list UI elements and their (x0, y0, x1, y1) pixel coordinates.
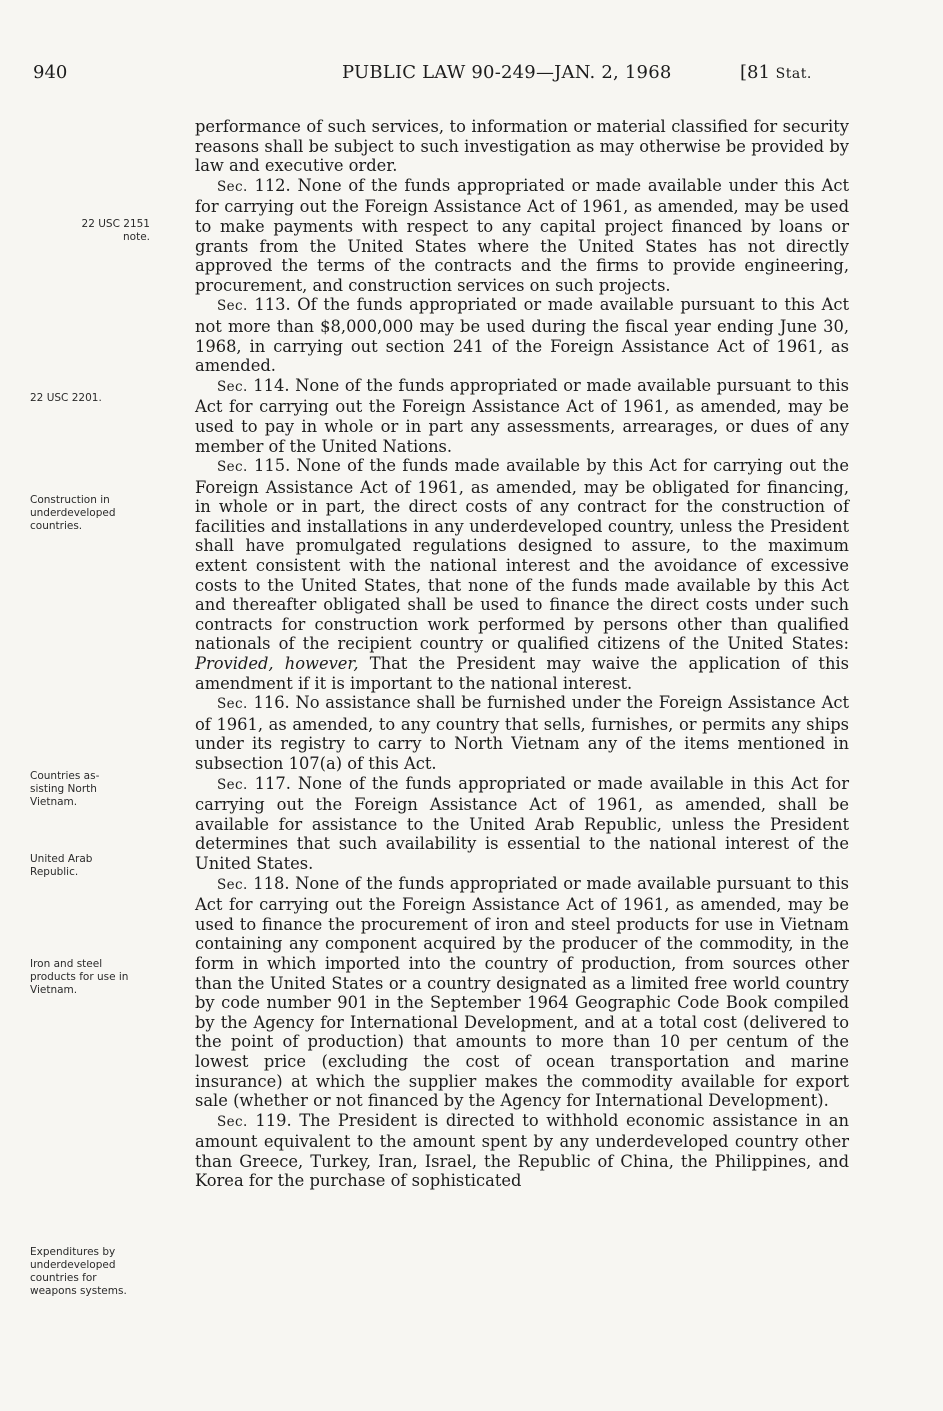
section-115 (195, 456, 849, 693)
section-label: Sec. (217, 378, 248, 395)
section-118 (195, 874, 849, 1111)
section-label: Sec. (217, 1113, 248, 1130)
section-114 (195, 376, 849, 456)
margin-note-iron-steel: Iron and steel products for use in Vietnam. (30, 958, 129, 996)
section-116 (195, 693, 849, 773)
section-label: Sec. (217, 178, 248, 195)
section-text: 117. None of the funds appropriated or made available in this Act for carrying out the Foreign Assistance Act of 1961, as amended, shall be available for assistance to the United Arab Republic, unless the President determines that such availability is essential to the national interest of the United States. (195, 773, 849, 873)
margin-note-22-usc-2201: 22 USC 2201. (30, 392, 102, 404)
running-title: PUBLIC LAW 90-249—JAN. 2, 1968 (342, 62, 672, 83)
margin-note-united-arab-republic: United Arab Republic. (30, 853, 93, 878)
section-text: 114. None of the funds appropriated or made available pursuant to this Act for carrying out the Foreign Assistance Act of 1961, as amended, may be used to pay in whole or in part any assessments, arrearages, or dues of any member of the United Nations. (195, 375, 849, 456)
section-112 (195, 176, 849, 296)
section-117 (195, 774, 849, 874)
page-number: 940 (33, 62, 68, 83)
body-text (195, 117, 849, 1191)
section-text: 118. None of the funds appropriated or made available pursuant to this Act for carrying out the Foreign Assistance Act of 1961, as amended, may be used to finance the procurement of iron and steel products for use in Vietnam containing any component acquired by the producer of the commodity, in the form in which imported into the country of production, from sources other than the United States or a country designated as a limited free world country by code number 901 in the September 1964 Geographic Code Book compiled by the Agency for International Development, and at a total cost (delivered to the point of production) that amounts to more than 10 per centum of the lowest price (excluding the cost of ocean transportation and marine insurance) at which the supplier makes the commodity available for export sale (whether or not financed by the Agency for International Development). (195, 873, 849, 1111)
section-label: Sec. (217, 459, 248, 476)
margin-note-weapons-systems: Expenditures by underdeveloped countries for weapons systems. (30, 1246, 127, 1297)
section-text-continued: That the President may waive the application of this amendment if it is important to the national interest. (195, 654, 849, 693)
paragraph-continuation: performance of such services, to information or material classified for security reasons shall be subject to such investigation as may otherwise be provided by law and executive order. (195, 117, 849, 176)
section-text: 115. None of the funds made available by this Act for carrying out the Foreign Assistance Act of 1961, as amended, may be obligated for financing, in whole or in part, the direct costs of any contract for the construction of facilities and installations in any underdeveloped country, unless the President shall have promulgated regulations designed to assure, to the maximum extent consistent with the national interest and the avoidance of excessive costs to the United States, that none of the funds made available by this Act and thereafter obligated shall be used to finance the direct costs under such contracts for construction work performed by persons other than qualified nationals of the recipient country or qualified citizens of the United States: (195, 456, 849, 654)
margin-note-22-usc-2151: 22 USC 2151 note. (81, 218, 150, 243)
section-label: Sec. (217, 876, 248, 893)
margin-note-construction: Construction in underdeveloped countries. (30, 494, 116, 532)
section-text: 113. Of the funds appropriated or made available pursuant to this Act not more than $8,000,000 may be used during the fiscal year ending June 30, 1968, in carrying out section 241 of the Foreign Assistance Act of 1961, as amended. (195, 295, 849, 376)
statute-volume (740, 62, 812, 85)
section-113 (195, 295, 849, 375)
section-text: 112. None of the funds appropriated or made available under this Act for carrying out the Foreign Assistance Act of 1961, as amended, may be used to make payments with respect to any capital project financed by loans or grants from the United States where the United States has not directly approved the terms of the contracts and the firms to provide engineering, procurement, and construction services on such projects. (195, 175, 849, 295)
statute-abbrev: Stat. (775, 66, 812, 82)
section-label: Sec. (217, 696, 248, 713)
section-label: Sec. (217, 298, 248, 315)
statute-volume-prefix: [81 (740, 62, 776, 83)
section-119 (195, 1111, 849, 1191)
section-text: 119. The President is directed to withhold economic assistance in an amount equivalent to the amount spent by any underdeveloped country other than Greece, Turkey, Iran, Israel, the Republic of China, the Philippines, and Korea for the purchase of sophisticated (195, 1110, 849, 1191)
section-text: 116. No assistance shall be furnished under the Foreign Assistance Act of 1961, as amended, to any country that sells, furnishes, or permits any ships under its registry to carry to North Vietnam any of the items mentioned in subsection 107(a) of this Act. (195, 693, 849, 773)
section-label: Sec. (217, 776, 248, 793)
margin-note-north-vietnam: Countries as- sisting North Vietnam. (30, 770, 100, 808)
proviso-italic: Provided, however, (195, 654, 359, 674)
